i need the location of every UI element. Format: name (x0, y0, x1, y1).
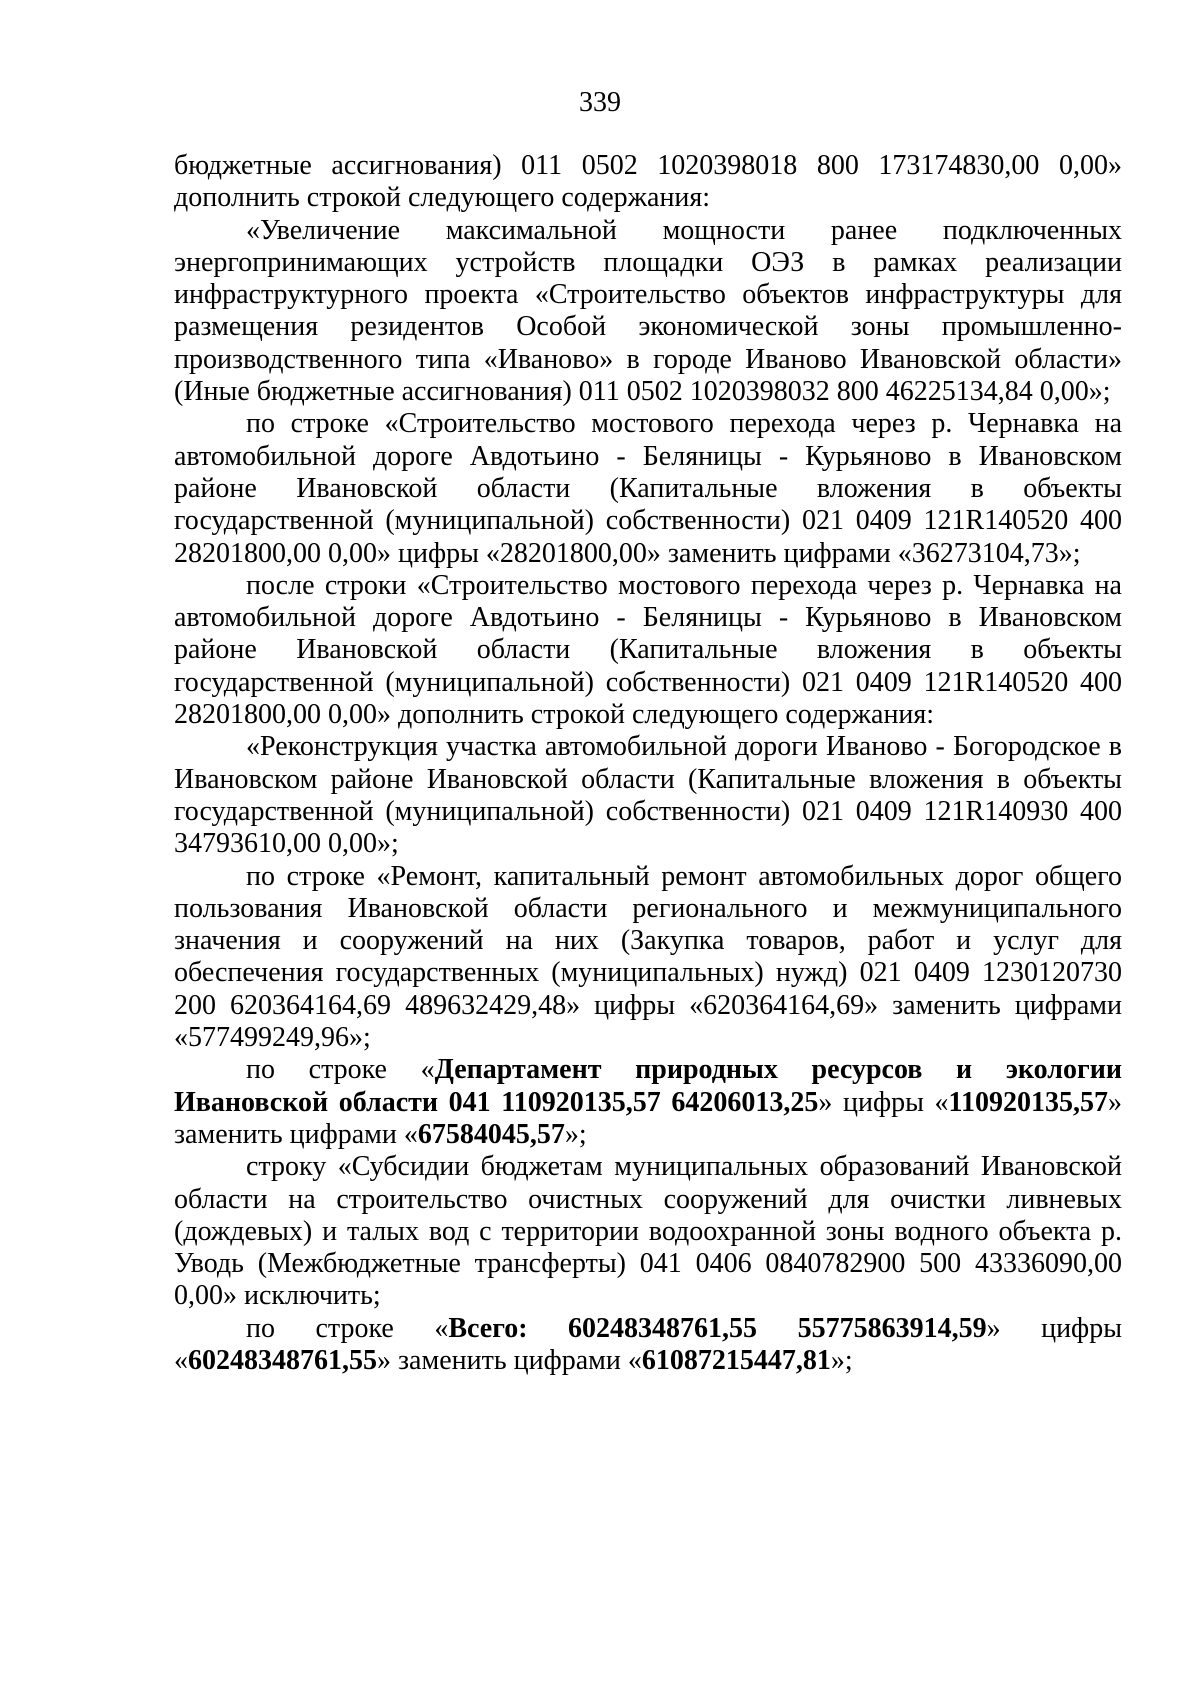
paragraph-6: по строке «Ремонт, капитальный ремонт автомобильных дорог общего пользования Ивановской области регионального и межмуниципального значения и сооружений на них (Закупка товаров, работ и услуг для обеспечения государственных (муниципальных) нужд) 021 0409 1230120730 200 620364164,69 489632429,48» цифры «620364164,69» заменить цифрами «577499249,96»; (174, 860, 1122, 1054)
paragraph-7-text-3: » заменить цифрами « (174, 1086, 1122, 1150)
paragraph-1: бюджетные ассигнования) 011 0502 1020398018 800 173174830,00 0,00» дополнить строкой следующего содержания: (174, 150, 1122, 214)
paragraph-8: строку «Субсидии бюджетам муниципальных образований Ивановской области на строительство очистных сооружений для очистки ливневых (дождевых) и талых вод с территории водоохранной зоны водного объекта р. Уводь (Межбюджетные трансферты) 041 0406 0840782900 500 43336090,00 0,00» исключить; (174, 1151, 1122, 1312)
paragraph-5: «Реконструкция участка автомобильной дороги Иваново - Богородское в Ивановском районе Ивановской области (Капитальные вложения в объекты государственной (муниципальной) собственности) 021 0409 121R140930 400 34793610,00 0,00»; (174, 731, 1122, 860)
paragraph-7-bold-1: Департамент природных ресурсов и экологии Ивановской области 041 110920135,57 64206013,25 (174, 1054, 1122, 1118)
page-number: 339 (579, 87, 621, 118)
paragraph-9-text-1: по строке « (246, 1312, 449, 1344)
document-body (174, 150, 1122, 1377)
paragraph-9 (174, 1313, 1122, 1378)
paragraph-9-bold-3: 61087215447,81 (641, 1344, 831, 1376)
paragraph-7-bold-3: 67584045,57 (417, 1118, 565, 1150)
paragraph-7-bold-2: 110920135,57 (948, 1086, 1108, 1118)
paragraph-9-bold-1: Всего: 60248348761,55 55775863914,59 (448, 1312, 987, 1344)
paragraph-7 (174, 1054, 1122, 1151)
paragraph-7-text-1: по строке « (246, 1054, 435, 1086)
paragraph-3: по строке «Строительство мостового перехода через р. Чернавка на автомобильной дороге Авдотьино - Беляницы - Курьяново в Ивановском районе Ивановской области (Капитальные вложения в объекты государственной (муниципальной) собственности) 021 0409 121R140520 400 28201800,00 0,00» цифры «28201800,00» заменить цифрами «36273104,73»; (174, 408, 1122, 569)
paragraph-9-bold-2: 60248348761,55 (188, 1344, 377, 1376)
paragraph-9-text-2: » цифры « (174, 1312, 1123, 1376)
paragraph-9-text-3: » заменить цифрами « (377, 1344, 642, 1376)
paragraph-9-text-4: »; (830, 1344, 853, 1376)
paragraph-4: после строки «Строительство мостового перехода через р. Чернавка на автомобильной дороге Авдотьино - Беляницы - Курьяново в Ивановском районе Ивановской области (Капитальные вложения в объекты государственной (муниципальной) собственности) 021 0409 121R140520 400 28201800,00 0,00» дополнить строкой следующего содержания: (174, 569, 1122, 731)
paragraph-7-text-4: »; (564, 1118, 587, 1150)
paragraph-2: «Увеличение максимальной мощности ранее подключенных энергопринимающих устройств площадки ОЭЗ в рамках реализации инфраструктурного проекта «Строительство объектов инфраструктуры для размещения резидентов Особой экономической зоны промышленно-производственного типа «Иваново» в городе Иваново Ивановской области» (Иные бюджетные ассигнования) 011 0502 1020398032 800 46225134,84 0,00»; (174, 214, 1122, 408)
paragraph-7-text-2: » цифры « (818, 1086, 949, 1118)
